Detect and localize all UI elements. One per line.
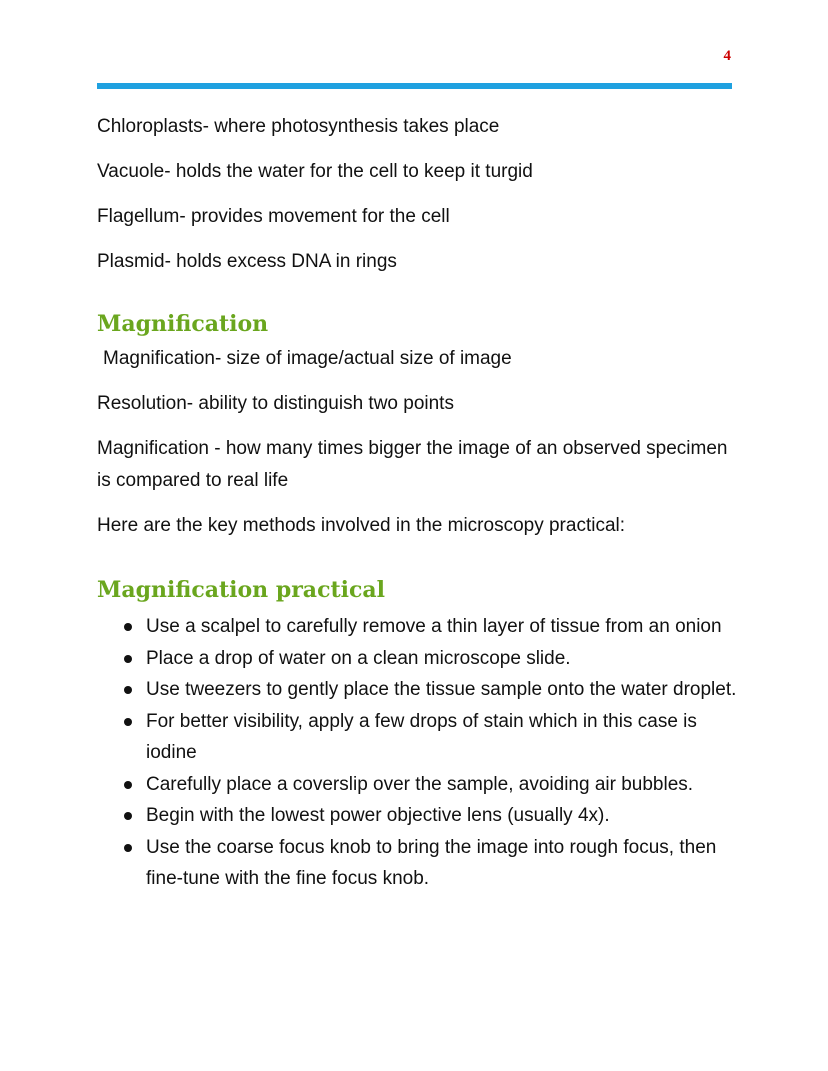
- practical-steps-list: [97, 611, 737, 895]
- magnification-heading: Magnification: [97, 311, 269, 337]
- header-divider: [97, 83, 732, 89]
- magnification-definition: Magnification- size of image/actual size of image: [103, 348, 512, 369]
- list-item: [146, 832, 737, 895]
- bullet-icon: [124, 718, 132, 726]
- list-item: [146, 674, 737, 706]
- intro-line-chloroplasts: Chloroplasts- where photosynthesis takes place: [97, 116, 500, 137]
- step-text: Place a drop of water on a clean microscope slide.: [146, 647, 571, 669]
- bullet-icon: [124, 781, 132, 789]
- list-item: [146, 611, 737, 643]
- step-text: Use a scalpel to carefully remove a thin layer of tissue from an onion: [146, 616, 722, 637]
- step-text: Begin with the lowest power objective lens (usually 4x).: [146, 805, 610, 826]
- list-item: [146, 706, 737, 769]
- bullet-icon: [124, 686, 132, 694]
- step-text: Use the coarse focus knob to bring the image into rough focus, then fine-tune with the fine focus knob.: [146, 836, 717, 889]
- page-content: [97, 111, 737, 895]
- list-item: [146, 643, 737, 675]
- list-item: [146, 769, 737, 801]
- step-text: Carefully place a coverslip over the sample, avoiding air bubbles.: [146, 773, 694, 795]
- magnification-explanation: Magnification - how many times bigger the image of an observed specimen is compared to real life: [97, 438, 728, 491]
- intro-line-plasmid: Plasmid- holds excess DNA in rings: [97, 251, 397, 272]
- page-number: 4: [723, 48, 731, 64]
- bullet-icon: [124, 844, 132, 852]
- list-item: [146, 800, 737, 832]
- resolution-definition: Resolution- ability to distinguish two points: [97, 393, 454, 414]
- step-text: Use tweezers to gently place the tissue sample onto the water droplet.: [146, 679, 737, 700]
- intro-line-flagellum: Flagellum- provides movement for the cell: [97, 206, 450, 227]
- bullet-icon: [124, 812, 132, 820]
- intro-line-vacuole: Vacuole- holds the water for the cell to keep it turgid: [97, 161, 533, 182]
- practical-heading: Magnification practical: [97, 577, 385, 603]
- methods-intro: Here are the key methods involved in the microscopy practical:: [97, 515, 626, 536]
- step-text: For better visibility, apply a few drops of stain which in this case is iodine: [146, 710, 697, 763]
- bullet-icon: [124, 655, 132, 663]
- bullet-icon: [124, 623, 132, 631]
